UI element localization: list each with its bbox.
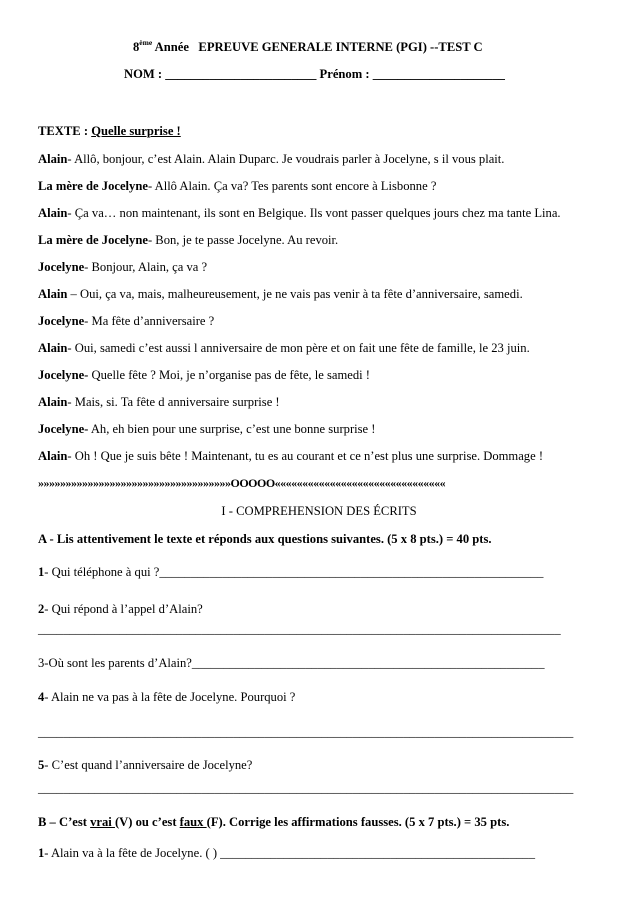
question-text: - C’est quand l’anniversaire de Jocelyne?: [44, 758, 253, 772]
utterance: Mais, si. Ta fête d anniversaire surprise !: [71, 395, 280, 409]
question-5: [38, 758, 252, 773]
speaker: Alain: [38, 449, 68, 463]
answer-line-5[interactable]: _____________________________________________________________________________________: [38, 781, 574, 795]
utterance: Ça va… non maintenant, ils sont en Belgique. Ils vont passer quelques jours chez ma tante Lina.: [71, 206, 561, 220]
section-title: I - COMPREHENSION DES ÉCRITS: [221, 504, 417, 518]
speaker-separator: -: [67, 395, 72, 409]
question-text: - Alain ne va pas à la fête de Jocelyne. Pourquoi ?: [44, 690, 296, 704]
speaker-separator: -: [84, 314, 89, 328]
dialogue-line-6: [38, 287, 523, 302]
dialogue-line-3: [38, 206, 561, 221]
utterance: Quelle fête ? Moi, je n’organise pas de fête, le samedi !: [88, 368, 370, 382]
speaker-separator: -: [67, 152, 72, 166]
speaker: La mère de Jocelyne: [38, 233, 148, 247]
part-b-mid2: (F). Corrige les affirmations fausses. (5 x 7 pts.) = 35 pts.: [206, 815, 510, 829]
faux-word: faux: [179, 815, 207, 829]
dialogue-line-11: [38, 422, 376, 437]
question-number: 2: [38, 602, 45, 616]
speaker-separator: -: [67, 449, 72, 463]
utterance: Bon, je te passe Jocelyne. Au revoir.: [152, 233, 339, 247]
dialogue-line-7: [38, 314, 214, 329]
question-1: [38, 565, 543, 580]
speaker: Jocelyne-: [38, 422, 89, 436]
utterance: Ah, eh bien pour une surprise, c’est une bonne surprise !: [88, 422, 376, 436]
utterance: Ma fête d’anniversaire ?: [88, 314, 215, 328]
question-3: 3-Où sont les parents d’Alain?________________________________________________________: [38, 656, 545, 670]
exam-title: [133, 37, 483, 55]
speaker-separator: -: [147, 179, 153, 193]
speaker-separator: –: [67, 287, 77, 301]
speaker: Alain: [38, 206, 68, 220]
grade-superscript: ème: [139, 37, 153, 47]
dialogue-line-8: [38, 341, 530, 356]
dialogue-line-10: [38, 395, 280, 410]
utterance: Oh ! Que je suis bête ! Maintenant, tu es au courant et ce n’est plus une surprise. Dommage !: [71, 449, 544, 463]
question-number: 4: [38, 690, 45, 704]
question-text: - Qui téléphone à qui ?_____________________________________________________________: [44, 565, 544, 579]
speaker: Jocelyne: [38, 314, 85, 328]
statement-text: - Alain va à la fête de Jocelyne. ( ) __________________________________________________: [44, 846, 536, 860]
text-heading: [38, 124, 181, 139]
speaker: Jocelyne-: [38, 368, 89, 382]
text-heading-title: Quelle surprise !: [91, 124, 181, 138]
text-heading-prefix: TEXTE :: [38, 124, 89, 138]
utterance: Allô Alain. Ça va? Tes parents sont encore à Lisbonne ?: [152, 179, 437, 193]
dialogue-line-5: [38, 260, 207, 275]
speaker: Alain: [38, 152, 68, 166]
speaker: Jocelyne: [38, 260, 85, 274]
dialogue-line-4: [38, 233, 338, 248]
utterance: Bonjour, Alain, ça va ?: [88, 260, 208, 274]
dialogue-line-2: [38, 179, 436, 194]
question-4: [38, 690, 295, 705]
speaker-separator: -: [67, 341, 72, 355]
speaker-separator: -: [67, 206, 72, 220]
speaker-separator: -: [147, 233, 153, 247]
grade-number: 8: [133, 40, 140, 54]
part-a-instruction: A - Lis attentivement le texte et réponds aux questions suivantes. (5 x 8 pts.) = 40 pts.: [38, 532, 492, 546]
separator-line: »»»»»»»»»»»»»»»»»»»»»»»»»»»»»»»»»»»OOOOO«««««««««««««««««««««««««««««««: [38, 476, 446, 490]
answer-line-2[interactable]: ___________________________________________________________________________________: [38, 622, 561, 636]
question-text: - Qui répond à l’appel d’Alain?: [44, 602, 203, 616]
name-line: NOM : ________________________ Prénom : _____________________: [124, 67, 505, 81]
answer-line-4[interactable]: _____________________________________________________________________________________: [38, 725, 574, 739]
statement-1: [38, 846, 535, 861]
speaker: Alain: [38, 287, 68, 301]
statement-number: 1: [38, 846, 45, 860]
speaker: Alain: [38, 395, 68, 409]
part-b-mid1: (V) ou c’est: [114, 815, 180, 829]
speaker-separator: -: [84, 260, 89, 274]
utterance: Oui, ça va, mais, malheureusement, je ne vais pas venir à ta fête d’anniversaire, samedi.: [76, 287, 523, 301]
speaker: La mère de Jocelyne: [38, 179, 148, 193]
speaker: Alain: [38, 341, 68, 355]
utterance: Allô, bonjour, c’est Alain. Alain Duparc. Je voudrais parler à Jocelyne, s il vous plait.: [71, 152, 505, 166]
part-b-prefix: B – C’est: [38, 815, 91, 829]
dialogue-line-1: [38, 152, 504, 167]
utterance: Oui, samedi c’est aussi l anniversaire de mon père et on fait une fête de famille, le 23 juin.: [71, 341, 530, 355]
grade-word: Année: [154, 40, 189, 54]
question-number: 5: [38, 758, 45, 772]
dialogue-line-12: [38, 449, 543, 464]
question-2: [38, 602, 203, 617]
dialogue-line-9: [38, 368, 370, 383]
question-number: 1: [38, 565, 45, 579]
part-b-instruction: [38, 815, 509, 830]
exam-name: EPREUVE GENERALE INTERNE (PGI) --TEST C: [198, 40, 483, 54]
vrai-word: vrai: [90, 815, 115, 829]
